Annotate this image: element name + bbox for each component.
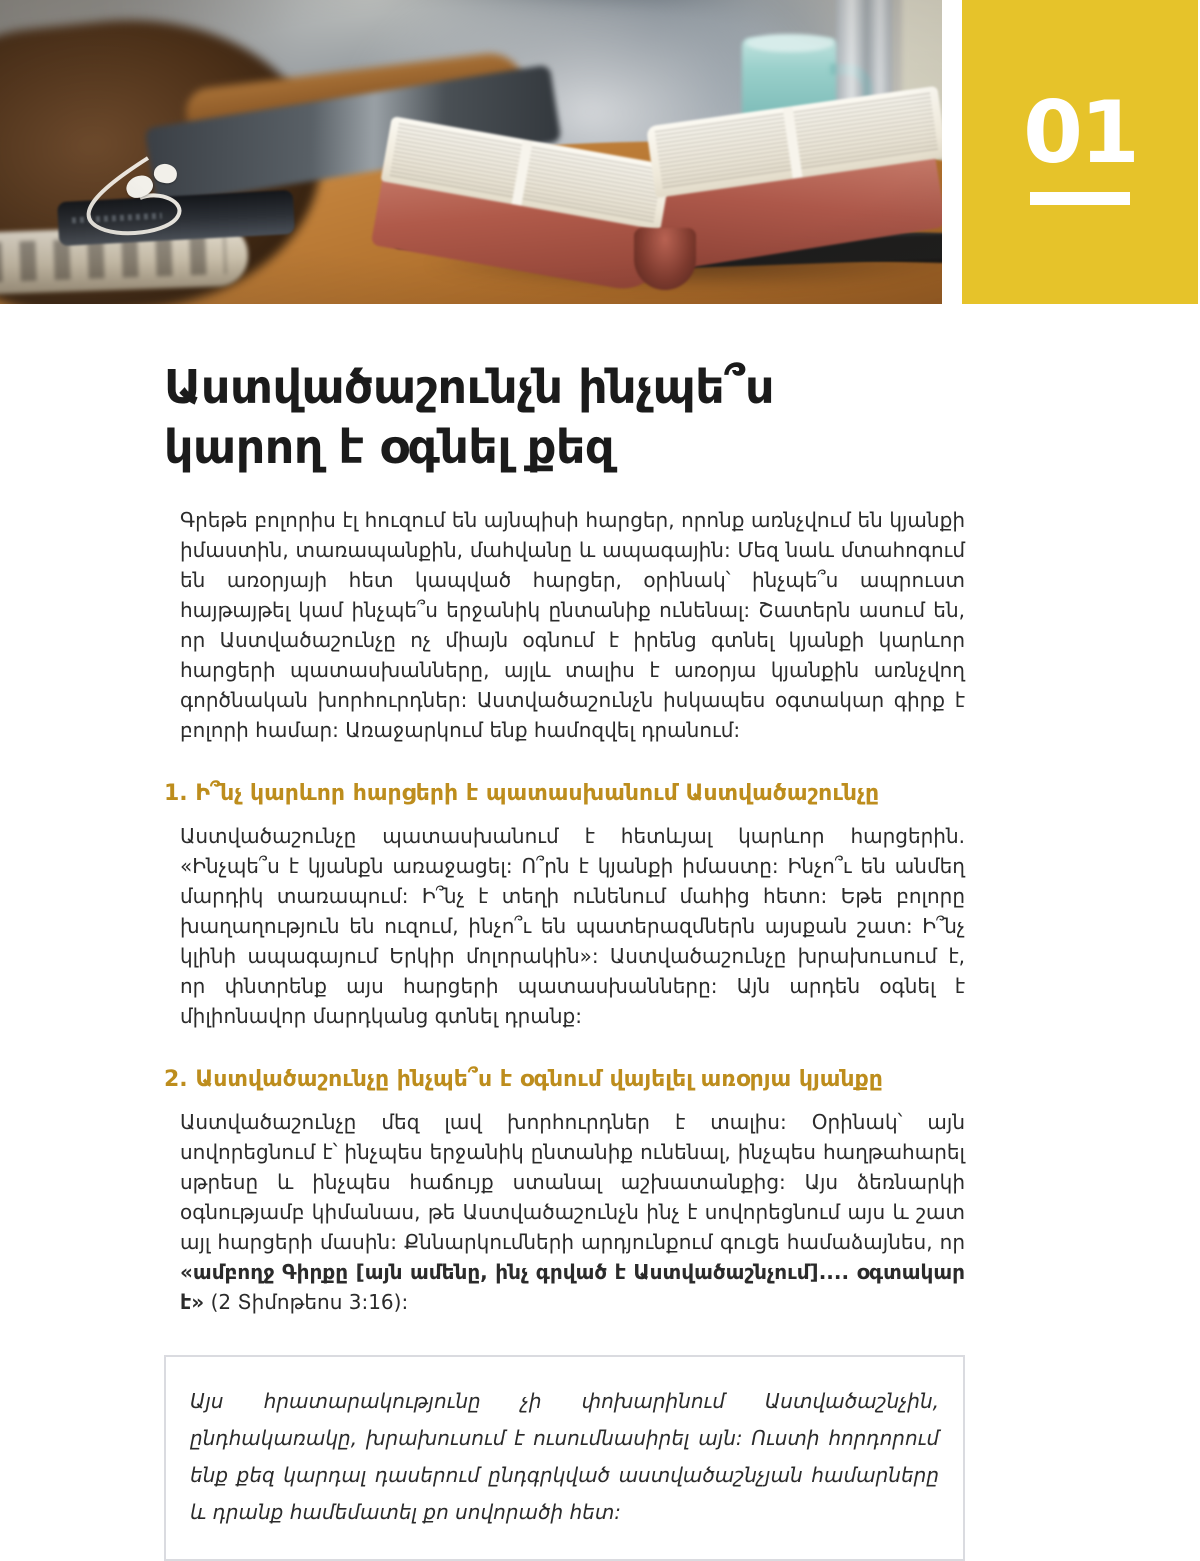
chapter-underline-bar	[1030, 192, 1130, 205]
intro-paragraph: Գրեթե բոլորիս էլ հուզում են այնպիսի հարցեր, որոնք առնչվում են կյանքի իմաստին, տառապանքին, մահվանը և ապագային: Մեզ նաև մտահոգում են առօրյայի հետ կապված հարցեր, օրինակ՝ ինչպե՞ս ապրուստ հայթայթել կամ ինչպե՞ս երջանիկ ընտանիք ունենալ: Շատերն ասում են, որ Աստվածաշունչը ոչ միայն օգնում է իրենց գտնել կյանքի կարևոր հարցերի պատասխանները, այլև տալիս է առօրյա կյանքին առնչվող գործնական խորհուրդներ: Աստվածաշունչն իսկապես օգտակար գիրք է բոլորի համար: Առաջարկում ենք համոզվել դրանում:	[180, 508, 965, 742]
section-heading-text: Աստվածաշունչը ինչպե՞ս է օգնում վայելել առօրյա կյանքը	[195, 1067, 883, 1092]
page-title: Աստվածաշունչն ինչպե՞ս կարող է օգնել քեզ	[164, 360, 775, 474]
note-box-text: Այս հրատարակությունը չի փոխարինում Աստվածաշնչին, ընդհակառակը, խրախուսում է ուսումնասիրել այն: Ուստի հորդորում ենք քեզ կարդալ դասերում ընդգրկված աստվածաշնչյան համարները և դրանք համեմատել քո սովորածի հետ:	[190, 1389, 939, 1524]
chapter-number-badge	[962, 0, 1198, 304]
photo-vignette	[0, 0, 942, 304]
section-paragraph-1: Աստվածաշունչը պատասխանում է հետևյալ կարևոր հարցերին. «Ինչպե՞ս է կյանքն առաջացել: Ո՞րն է կյանքի իմաստը: Ինչո՞ւ են անմեղ մարդիկ տառապում: Ի՞նչ է տեղի ունենում մահից հետո: Եթե բոլորը խաղաղություն են ուզում, ինչո՞ւ են պատերազմներն այսքան շատ: Ի՞նչ կլինի ապագայում Երկիր մոլորակին»: Աստվածաշունչը խրախուսում է, որ փնտրենք այս հարցերի պատասխանները: Այն արդեն օգնել է միլիոնավոր մարդկանց գտնել դրանք:	[180, 824, 965, 1028]
hero-photo	[0, 0, 942, 304]
section-paragraph-2	[180, 1107, 965, 1317]
note-box	[164, 1355, 965, 1561]
lesson-content	[164, 305, 965, 1561]
section-number: 1.	[164, 781, 188, 806]
section-number: 2.	[164, 1067, 188, 1092]
hero-header	[0, 0, 1200, 305]
chapter-number: 01	[1023, 83, 1137, 183]
section-heading-1	[164, 779, 965, 809]
section-heading-2	[164, 1065, 965, 1095]
bold-scripture-quote: «ամբողջ Գիրքը [այն ամենը, ինչ գրված է Աստվածաշնչում].... օգտակար է»	[180, 1260, 965, 1314]
scripture-reference: (2 Տիմոթեոս 3:16):	[210, 1290, 409, 1314]
paragraph-text: Աստվածաշունչը մեզ լավ խորհուրդներ է տալիս: Օրինակ՝ այն սովորեցնում է՝ ինչպես երջանիկ ընտանիք ունենալ, ինչպես հաղթահարել սթրեսը և ինչպես հաճույք ստանալ աշխատանքից: Այս ձեռնարկի օգնությամբ կիմանաս, թե Աստվածաշունչն ինչ է սովորեցնում այս և շատ այլ հարցերի մասին: Քննարկումների արդյունքում գուցե համաձայնես, որ	[180, 1110, 965, 1254]
section-heading-text: Ի՞նչ կարևոր հարցերի է պատասխանում Աստվածաշունչը	[195, 781, 880, 806]
